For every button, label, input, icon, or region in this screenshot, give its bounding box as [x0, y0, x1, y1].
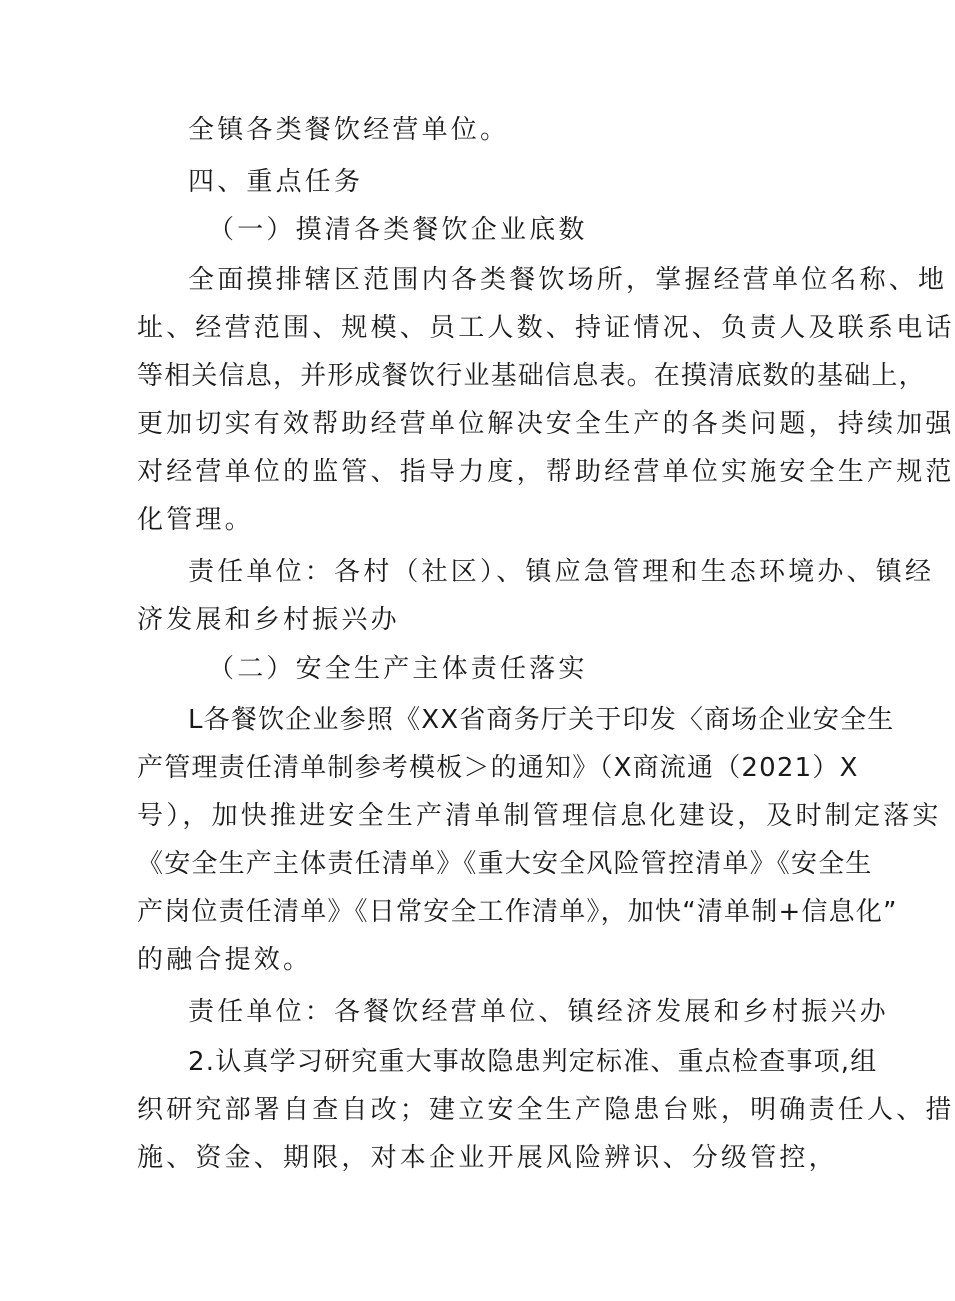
section-heading: 四、重点任务	[188, 167, 364, 197]
paragraph-line: 织研究部署自查自改；建立安全生产隐患台账，明确责任人、措	[137, 1095, 955, 1125]
paragraph-line: 全镇各类餐饮经营单位。	[188, 115, 510, 145]
responsibility-line: 责任单位：各村（社区）、镇应急管理和生态环境办、镇经	[188, 557, 935, 587]
responsibility-line: 责任单位：各餐饮经营单位、镇经济发展和乡村振兴办	[188, 997, 889, 1027]
paragraph-line: L各餐饮企业参照《XX省商务厅关于印发〈商场企业安全生	[188, 705, 895, 735]
paragraph-line: 等相关信息，并形成餐饮行业基础信息表。在摸清底数的基础上，	[137, 361, 926, 391]
paragraph-line: 对经营单位的监管、指导力度，帮助经营单位实施安全生产规范	[137, 457, 955, 487]
paragraph-line: 号），加快推进安全生产清单制管理信息化建设，及时制定落实	[137, 801, 942, 831]
paragraph-line: 化管理。	[137, 505, 254, 535]
paragraph-line: 址、经营范围、规模、员工人数、持证情况、负责人及联系电话	[137, 313, 955, 343]
responsibility-line: 济发展和乡村振兴办	[137, 605, 400, 635]
paragraph-line: 施、资金、期限，对本企业开展风险辨识、分级管控，	[137, 1143, 838, 1173]
paragraph-line: 《安全生产主体责任清单》《重大安全风险管控清单》《安全生	[137, 849, 873, 879]
paragraph-line: 更加切实有效帮助经营单位解决安全生产的各类问题，持续加强	[137, 409, 955, 439]
paragraph-line: 的融合提效。	[137, 945, 313, 975]
paragraph-line: 产管理责任清单制参考模板＞的通知》（X商流通（2021）X	[137, 753, 859, 783]
paragraph-line: 2.认真学习研究重大事故隐患判定标准、重点检查事项,组	[188, 1047, 878, 1077]
subsection-heading: （二）安全生产主体责任落实	[208, 654, 588, 684]
paragraph-line: 产岗位责任清单》《日常安全工作清单》，加快“清单制+信息化”	[137, 897, 898, 927]
subsection-heading: （一）摸清各类餐饮企业底数	[208, 215, 588, 245]
paragraph-line: 全面摸排辖区范围内各类餐饮场所，掌握经营单位名称、地	[188, 265, 948, 295]
